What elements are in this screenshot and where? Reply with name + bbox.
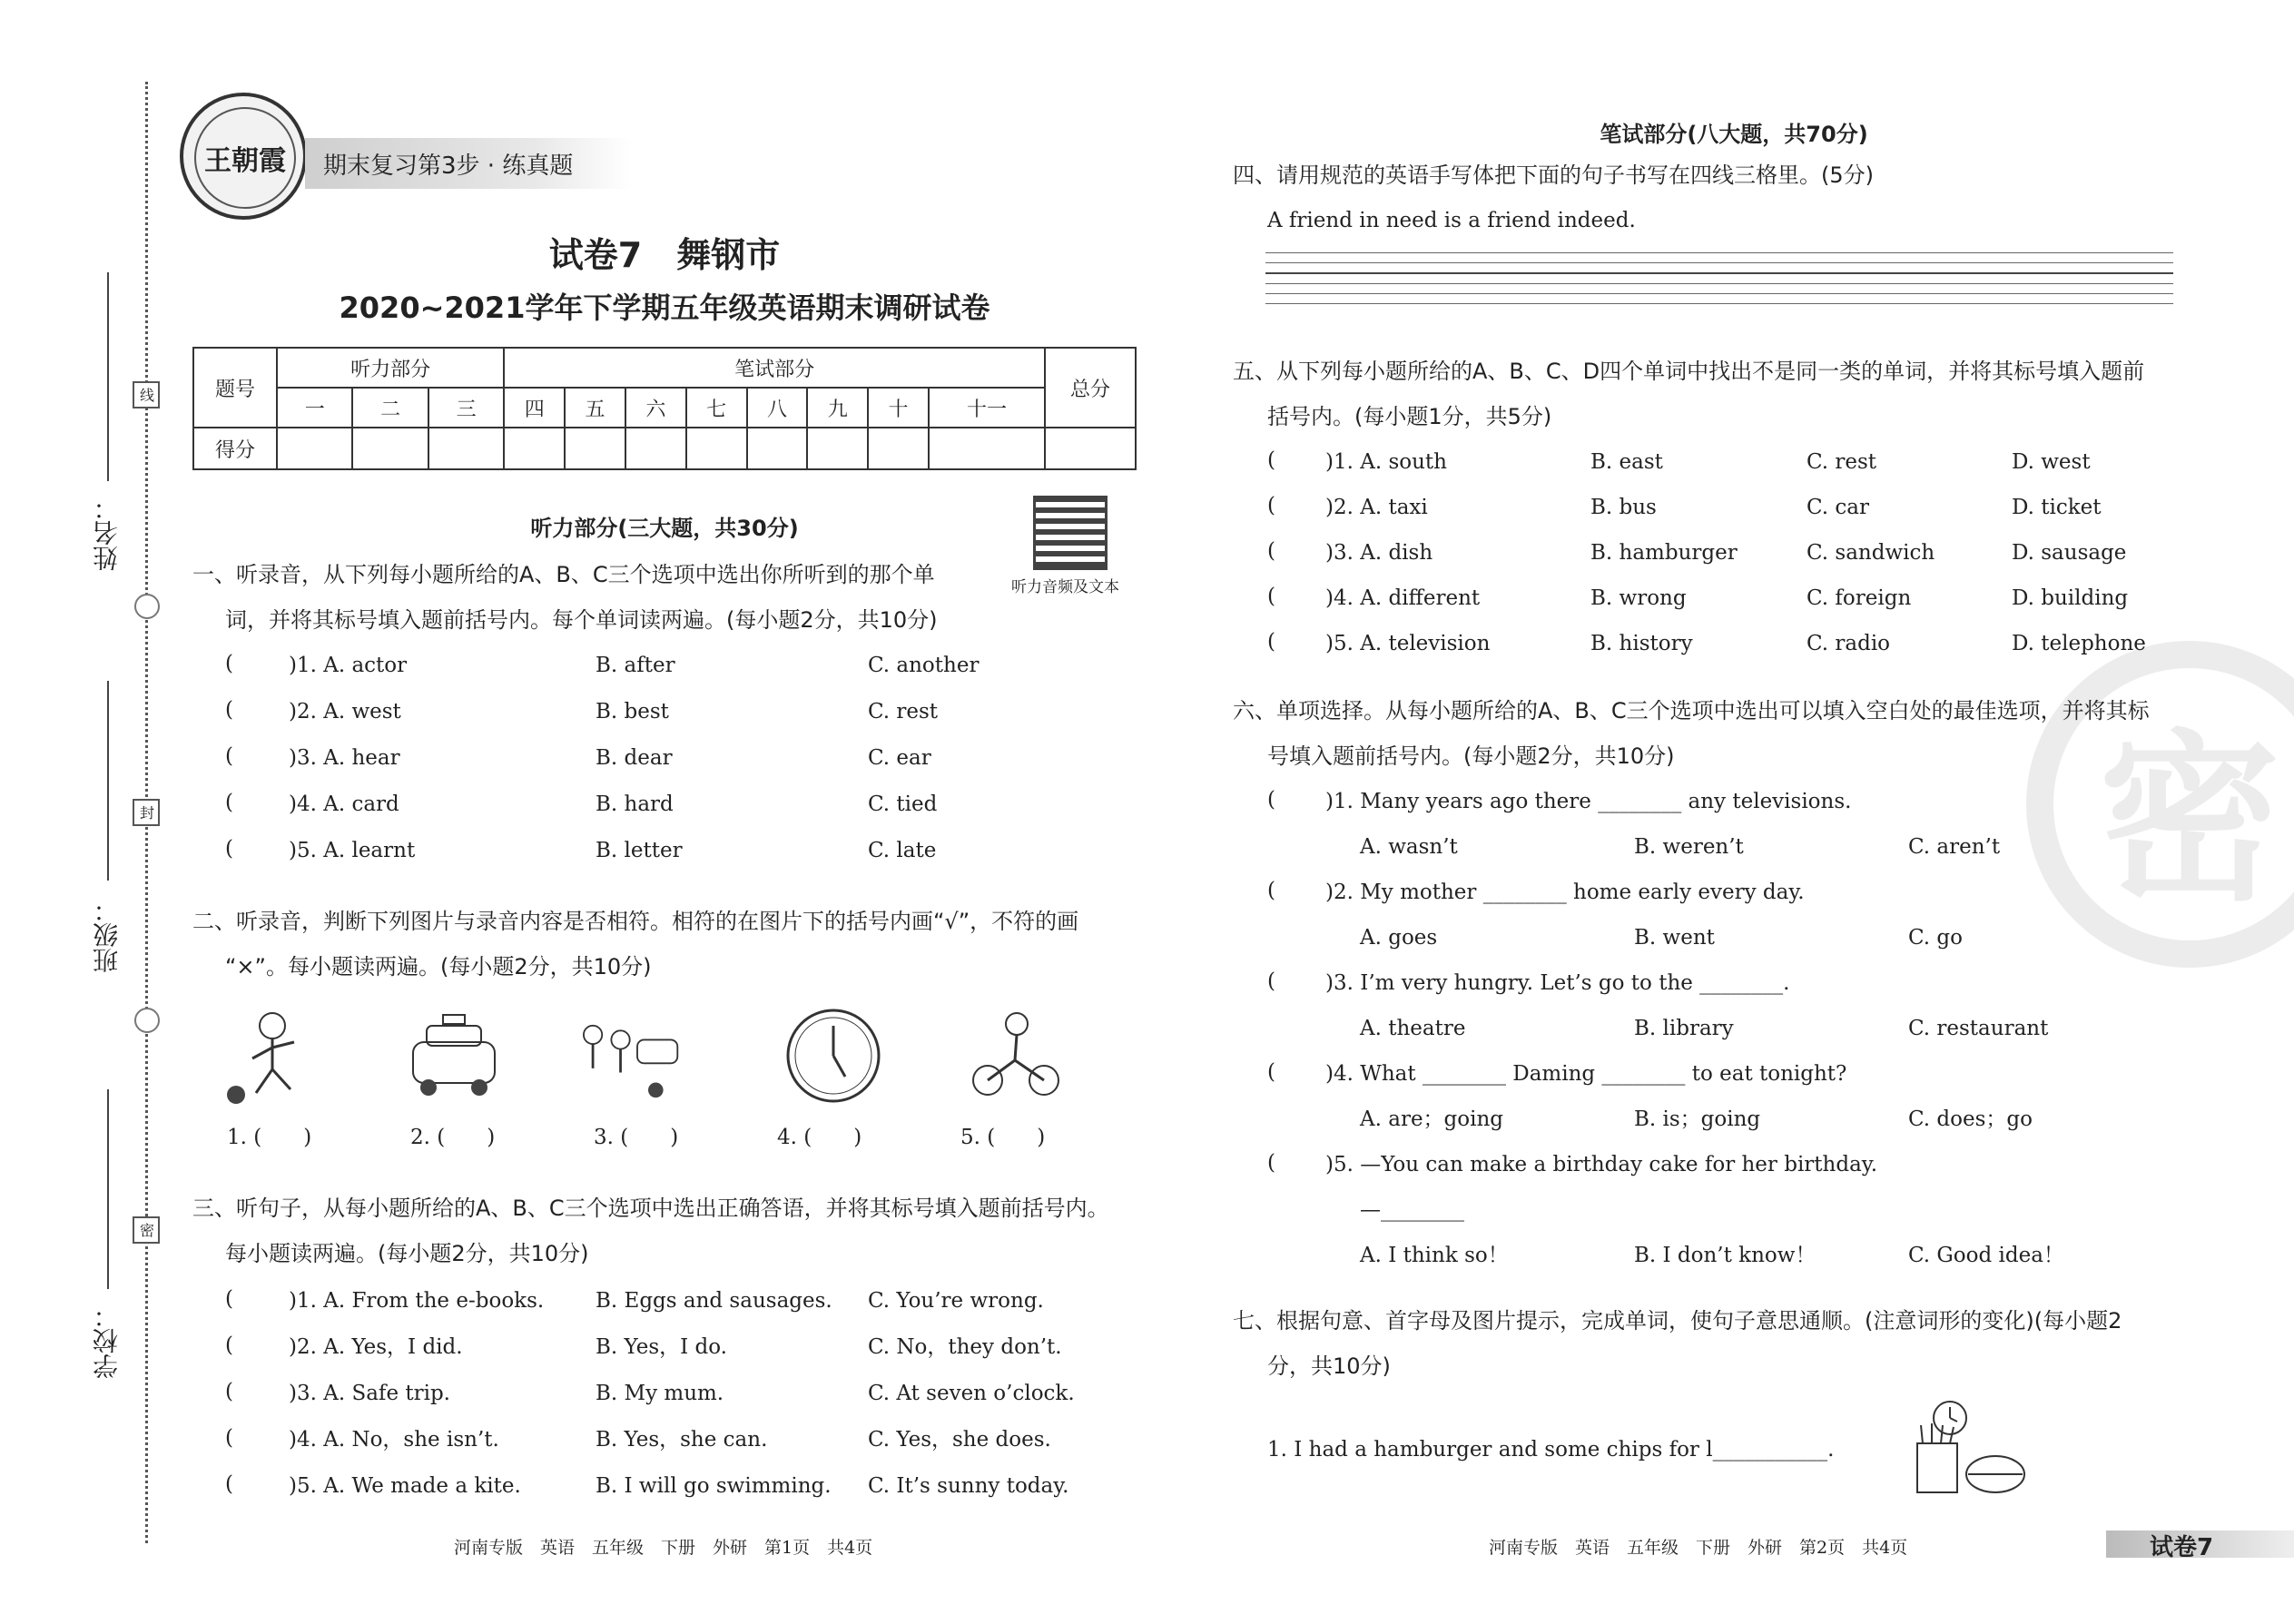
q1-option-b: B. after	[596, 654, 675, 677]
class-label: 班级：	[92, 897, 122, 973]
q1-option-b: B. hard	[596, 792, 674, 816]
q6-option-b: B. I don’t know！	[1634, 1244, 1816, 1267]
q3-option-c: C. It’s sunny today.	[868, 1474, 1069, 1498]
answer-paren[interactable]: (	[1267, 448, 1275, 472]
q5-option-d: D. ticket	[2012, 496, 2102, 519]
q5-option-d: D. telephone	[2012, 632, 2146, 655]
q6-title: 六、单项选择。从每小题所给的A、B、C三个选项中选出可以填入空白处的最佳选项，并将其标	[1233, 698, 2150, 723]
q3-option-a: )1. A. From the e-books.	[289, 1289, 545, 1313]
answer-paren[interactable]: (	[225, 1472, 233, 1496]
q1-option-a: )5. A. learnt	[289, 839, 416, 862]
q6-option-b: B. is；going	[1634, 1107, 1761, 1131]
q6-question-stem: )3. I’m very hungry. Let’s go to the ________.	[1325, 971, 1790, 995]
exam-title: 试卷7 舞钢市	[548, 235, 781, 275]
listening-heading: 听力部分(三大题，共30分)	[530, 516, 799, 541]
answer-paren[interactable]: (	[1267, 585, 1275, 608]
q1-option-b: B. best	[596, 700, 669, 723]
answer-paren[interactable]: (	[225, 1380, 233, 1403]
q1-option-b: B. dear	[596, 746, 673, 770]
q5-option-b: B. bus	[1590, 496, 1657, 519]
q2-answer-label: 2. ( )	[410, 1126, 496, 1149]
q1-option-a: )3. A. hear	[289, 746, 400, 770]
q5-option-c: C. car	[1807, 496, 1869, 519]
q6-option-a: A. goes	[1360, 926, 1438, 950]
answer-paren[interactable]: (	[1267, 494, 1275, 517]
q1-option-a: )4. A. card	[289, 792, 399, 816]
footer-right: 河南专版 英语 五年级 下册 外研 第2页 共4页	[1489, 1538, 1908, 1558]
q6-option-c: C. Good idea！	[1908, 1244, 2064, 1267]
q5-option-b: B. east	[1590, 450, 1663, 474]
confidential-stamp: 密	[2026, 641, 2294, 968]
q3-option-a: )2. A. Yes，I did.	[289, 1335, 463, 1359]
q1-option-a: )2. A. west	[289, 700, 401, 723]
q6-option-b: B. weren’t	[1634, 835, 1744, 859]
binding-hole	[134, 594, 160, 619]
q5-option-b: B. hamburger	[1590, 541, 1738, 565]
handwriting-lines[interactable]	[1265, 252, 2173, 312]
q6-option-a: A. are；going	[1360, 1107, 1504, 1131]
q2-title-cont: “×”。每小题读两遍。(每小题2分，共10分)	[225, 954, 652, 979]
answer-paren[interactable]: (	[225, 744, 233, 768]
q5-option-a: )3. A. dish	[1325, 541, 1433, 565]
q5-option-c: C. radio	[1807, 632, 1891, 655]
q3-option-b: B. Yes，I do.	[596, 1335, 727, 1359]
q6-option-a: A. wasn’t	[1360, 835, 1458, 859]
class-field[interactable]	[107, 681, 109, 881]
answer-paren[interactable]: (	[1267, 630, 1275, 654]
q5-option-b: B. wrong	[1590, 586, 1687, 610]
q6-question-stem: )5. —You can make a birthday cake for her birthday.	[1325, 1153, 1878, 1176]
q3-option-a: )3. A. Safe trip.	[289, 1382, 450, 1405]
q7-title: 七、根据句意、首字母及图片提示，完成单词，使句子意思通顺。(注意词形的变化)(每小题2	[1233, 1308, 2122, 1334]
q6-option-c: C. does；go	[1908, 1107, 2033, 1131]
q6-title-cont: 号填入题前括号内。(每小题2分，共10分)	[1267, 743, 1675, 769]
qr-caption: 听力音频及文本	[1011, 578, 1119, 596]
q3-option-c: C. You’re wrong.	[868, 1289, 1044, 1313]
q1-option-c: C. late	[868, 839, 937, 862]
q1-option-a: )1. A. actor	[289, 654, 408, 677]
q6-option-c: C. restaurant	[1908, 1017, 2049, 1040]
answer-paren[interactable]: (	[225, 698, 233, 722]
answer-paren[interactable]: (	[225, 837, 233, 861]
q5-option-c: C. rest	[1807, 450, 1877, 474]
q1-option-c: C. ear	[868, 746, 931, 770]
lunch-clock-picture	[1905, 1398, 2032, 1498]
review-banner: 期末复习第3步 · 练真题	[305, 138, 632, 189]
q5-option-a: )1. A. south	[1325, 450, 1447, 474]
q2-title: 二、听录音，判断下列图片与录音内容是否相符。相符的在图片下的括号内画“√”，不符的画	[192, 909, 1079, 934]
answer-paren[interactable]: (	[1267, 1151, 1275, 1175]
q5-title-cont: 括号内。(每小题1分，共5分)	[1267, 404, 1552, 429]
q6-question-stem: )4. What ________ Daming ________ to eat tonight?	[1325, 1062, 1847, 1086]
q5-option-c: C. sandwich	[1807, 541, 1935, 565]
q5-option-b: B. history	[1590, 632, 1693, 655]
writing-heading: 笔试部分(八大题，共70分)	[1600, 122, 1868, 147]
q6-answer-line: —________	[1360, 1198, 1464, 1222]
answer-paren[interactable]: (	[1267, 969, 1275, 993]
q3-title-cont: 每小题读两遍。(每小题2分，共10分)	[225, 1241, 589, 1266]
q1-option-c: C. rest	[868, 700, 939, 723]
q6-question-stem: )1. Many years ago there ________ any televisions.	[1325, 790, 1852, 813]
q6-option-a: A. theatre	[1360, 1017, 1466, 1040]
q5-option-a: )4. A. different	[1325, 586, 1481, 610]
q5-option-c: C. foreign	[1807, 586, 1912, 610]
boys-and-car-picture	[572, 1006, 681, 1106]
q5-title: 五、从下列每小题所给的A、B、C、D四个单词中找出不是同一类的单词，并将其标号填入题前	[1233, 359, 2145, 384]
footer-left: 河南专版 英语 五年级 下册 外研 第1页 共4页	[454, 1538, 873, 1558]
q5-option-d: D. building	[2012, 586, 2129, 610]
name-field[interactable]	[107, 272, 109, 481]
q4-sentence: A friend in need is a friend indeed.	[1267, 209, 1636, 232]
boy-cycling-picture	[960, 1006, 1069, 1106]
taxi-picture	[399, 1006, 508, 1106]
binding-mark-mi: 密	[133, 1216, 160, 1244]
q5-option-a: )5. A. television	[1325, 632, 1491, 655]
answer-paren[interactable]: (	[1267, 879, 1275, 902]
clock-picture	[779, 1006, 888, 1106]
q5-option-a: )2. A. taxi	[1325, 496, 1428, 519]
answer-paren[interactable]: (	[1267, 788, 1275, 812]
q7-item-1: 1. I had a hamburger and some chips for l___________.	[1267, 1438, 1835, 1462]
score-table: 题号 听力部分 笔试部分 总分 一 二 三 四 五 六 七 八 九 十 十一 得分	[192, 347, 1137, 470]
binding-mark-feng: 封	[133, 799, 160, 826]
q3-option-b: B. Eggs and sausages.	[596, 1289, 832, 1313]
answer-paren[interactable]: (	[225, 791, 233, 814]
binding-hole	[134, 1008, 160, 1033]
q1-option-c: C. tied	[868, 792, 938, 816]
answer-paren[interactable]: (	[225, 652, 233, 675]
q1-option-c: C. another	[868, 654, 980, 677]
answer-paren[interactable]: (	[1267, 539, 1275, 563]
q3-title: 三、听句子，从每小题所给的A、B、C三个选项中选出正确答语，并将其标号填入题前括号内。	[192, 1196, 1109, 1221]
q5-option-d: D. sausage	[2012, 541, 2127, 565]
q1-title: 一、听录音，从下列每小题所给的A、B、C三个选项中选出你所听到的那个单	[192, 562, 935, 587]
q6-option-c: C. aren’t	[1908, 835, 2001, 859]
qr-code[interactable]	[1033, 496, 1108, 570]
q3-option-a: )5. A. We made a kite.	[289, 1474, 521, 1498]
q6-option-a: A. I think so！	[1360, 1244, 1509, 1267]
answer-paren[interactable]: (	[225, 1287, 233, 1311]
q2-answer-label: 5. ( )	[960, 1126, 1046, 1149]
q3-option-c: C. Yes，she does.	[868, 1428, 1051, 1452]
answer-paren[interactable]: (	[1267, 1060, 1275, 1084]
answer-paren[interactable]: (	[225, 1334, 233, 1357]
binding-mark-xian: 线	[133, 381, 160, 408]
q3-option-b: B. My mum.	[596, 1382, 724, 1405]
school-label: 学校：	[92, 1303, 122, 1379]
q3-option-c: C. At seven o’clock.	[868, 1382, 1075, 1405]
q7-title-cont: 分，共10分)	[1267, 1353, 1391, 1379]
q1-title-cont: 词，并将其标号填入题前括号内。每个单词读两遍。(每小题2分，共10分)	[225, 607, 938, 633]
q6-option-c: C. go	[1908, 926, 1963, 950]
q5-option-d: D. west	[2012, 450, 2091, 474]
q2-answer-label: 3. ( )	[594, 1126, 679, 1149]
q3-option-b: B. Yes，she can.	[596, 1428, 768, 1452]
name-label: 姓名：	[92, 495, 122, 571]
q3-option-b: B. I will go swimming.	[596, 1474, 832, 1498]
q4-title: 四、请用规范的英语手写体把下面的句子书写在四线三格里。(5分)	[1233, 162, 1874, 188]
q2-answer-label: 1. ( )	[227, 1126, 312, 1149]
q6-question-stem: )2. My mother ________ home early every day.	[1325, 881, 1805, 904]
q1-option-b: B. letter	[596, 839, 683, 862]
boy-running-picture	[218, 1006, 327, 1106]
publisher-logo: 王朝霞	[180, 93, 307, 220]
q3-option-a: )4. A. No，she isn’t.	[289, 1428, 499, 1452]
q3-option-c: C. No，they don’t.	[868, 1335, 1062, 1359]
answer-paren[interactable]: (	[225, 1426, 233, 1450]
school-field[interactable]	[107, 1089, 109, 1289]
q6-option-b: B. library	[1634, 1017, 1734, 1040]
q6-option-b: B. went	[1634, 926, 1715, 950]
exam-subtitle: 2020~2021学年下学期五年级英语期末调研试卷	[339, 290, 990, 325]
q2-answer-label: 4. ( )	[777, 1126, 862, 1149]
corner-label: 试卷7	[2150, 1534, 2214, 1561]
